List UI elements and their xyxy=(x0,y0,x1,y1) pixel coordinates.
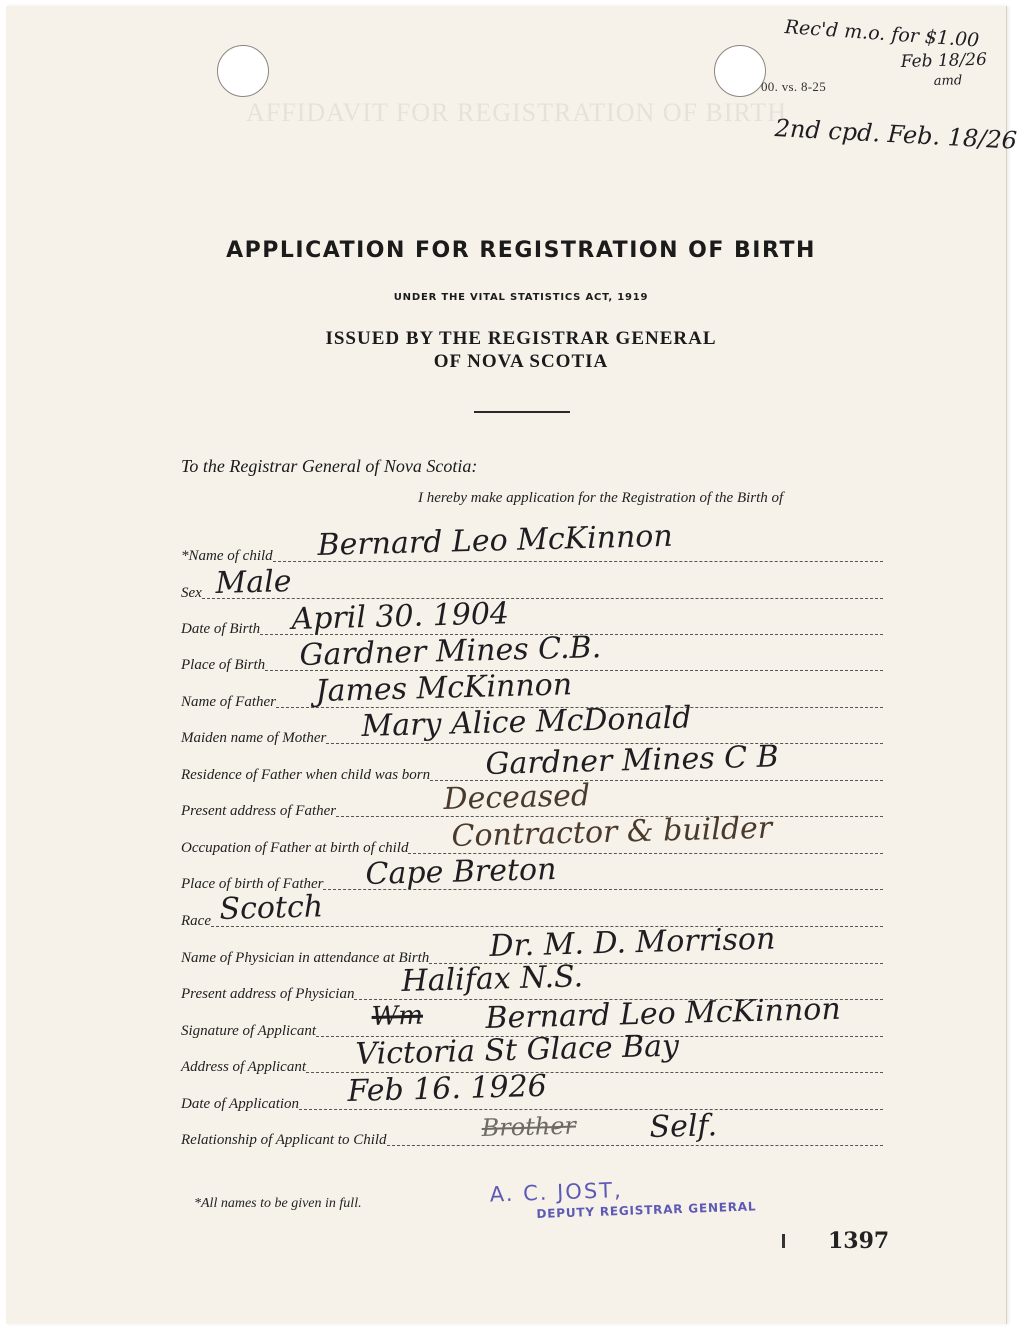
field-value-occupation-of-father: Contractor & builder xyxy=(451,810,773,854)
field-label: Signature of Applicant xyxy=(181,1023,316,1039)
form-subtitle: UNDER THE VITAL STATISTICS ACT, 1919 xyxy=(393,292,649,303)
footnote: *All names to be given in full. xyxy=(194,1196,362,1211)
field-value-address-of-applicant: Victoria St Glace Bay xyxy=(355,1028,680,1072)
field-value-signature-of-applicant: Bernard Leo McKinnon xyxy=(485,991,842,1036)
field-value-place-of-birth-of-father: Cape Breton xyxy=(365,852,557,892)
field-label: Occupation of Father at birth of child xyxy=(181,840,409,856)
field-value-maiden-name-of-mother: Mary Alice McDonald xyxy=(361,700,692,744)
field-label: Sex xyxy=(181,585,202,601)
document-number: 1397 xyxy=(828,1228,890,1254)
punch-hole-right xyxy=(714,45,766,97)
field-label: Name of Father xyxy=(181,694,276,710)
field-value-present-address-of-father: Deceased xyxy=(443,778,591,817)
field-value-race: Scotch xyxy=(219,889,324,927)
issuer-line-1: ISSUED BY THE REGISTRAR GENERAL xyxy=(325,328,717,349)
field-value-date-of-birth: April 30. 1904 xyxy=(291,596,510,637)
bleed-through-text: AFFIDAVIT FOR REGISTRATION OF BIRTH xyxy=(246,98,787,127)
field-label: Date of Birth xyxy=(181,621,261,637)
received-note-date: Feb 18/26 xyxy=(900,49,988,72)
field-value-name-of-father: James McKinnon xyxy=(315,667,573,709)
field-value-residence-of-father: Gardner Mines C B xyxy=(485,739,780,782)
form-page xyxy=(6,6,1018,1324)
punch-hole-left xyxy=(217,45,269,97)
salutation: To the Registrar General of Nova Scotia: xyxy=(181,456,478,476)
field-label: *Name of child xyxy=(181,548,273,564)
issued-note: 2nd cpd. Feb. 18/26 xyxy=(774,114,1018,155)
form-number: 00. vs. 8-25 xyxy=(761,79,826,94)
intro-text: I hereby make application for the Registration of the Birth of xyxy=(418,490,784,506)
tick-mark xyxy=(782,1234,785,1248)
field-label: Relationship of Applicant to Child xyxy=(181,1132,387,1148)
issuer-block xyxy=(6,327,1020,373)
stamp-name: A. C. JOST, xyxy=(489,1177,624,1207)
issuer-line-2: OF NOVA SCOTIA xyxy=(433,351,609,372)
received-note-initials: amd xyxy=(933,73,963,89)
field-label: Place of birth of Father xyxy=(181,876,324,892)
field-value-sex: Male xyxy=(215,564,292,601)
field-label: Place of Birth xyxy=(181,657,266,673)
stamp-title: DEPUTY REGISTRAR GENERAL xyxy=(536,1199,757,1221)
registrar-stamp xyxy=(487,1173,756,1222)
field-value-present-address-of-physician: Halifax N.S. xyxy=(401,959,584,999)
field-value-name-of-child: Bernard Leo McKinnon xyxy=(317,518,674,563)
field-value-name-of-physician: Dr. M. D. Morrison xyxy=(489,921,776,964)
field-label: Present address of Father xyxy=(181,803,337,819)
field-value-date-of-application: Feb 16. 1926 xyxy=(347,1068,548,1109)
field-label: Address of Applicant xyxy=(181,1059,306,1075)
field-value-relationship-of-applicant: Self. xyxy=(649,1108,718,1145)
field-label: Residence of Father when child was born xyxy=(181,767,431,783)
field-label: Maiden name of Mother xyxy=(181,730,327,746)
received-note: Rec'd m.o. for $1.00 xyxy=(784,16,980,52)
field-label: Date of Application xyxy=(181,1096,300,1112)
field-label: Race xyxy=(181,913,211,929)
field-value-place-of-birth: Gardner Mines C.B. xyxy=(299,630,602,673)
field-label: Present address of Physician xyxy=(181,986,355,1002)
field-struck-relationship: Brother xyxy=(481,1111,577,1142)
field-struck-signature: Wm xyxy=(371,1000,424,1032)
title-divider xyxy=(474,411,570,413)
field-label: Name of Physician in attendance at Birth xyxy=(181,950,430,966)
form-title: APPLICATION FOR REGISTRATION OF BIRTH xyxy=(226,238,816,263)
